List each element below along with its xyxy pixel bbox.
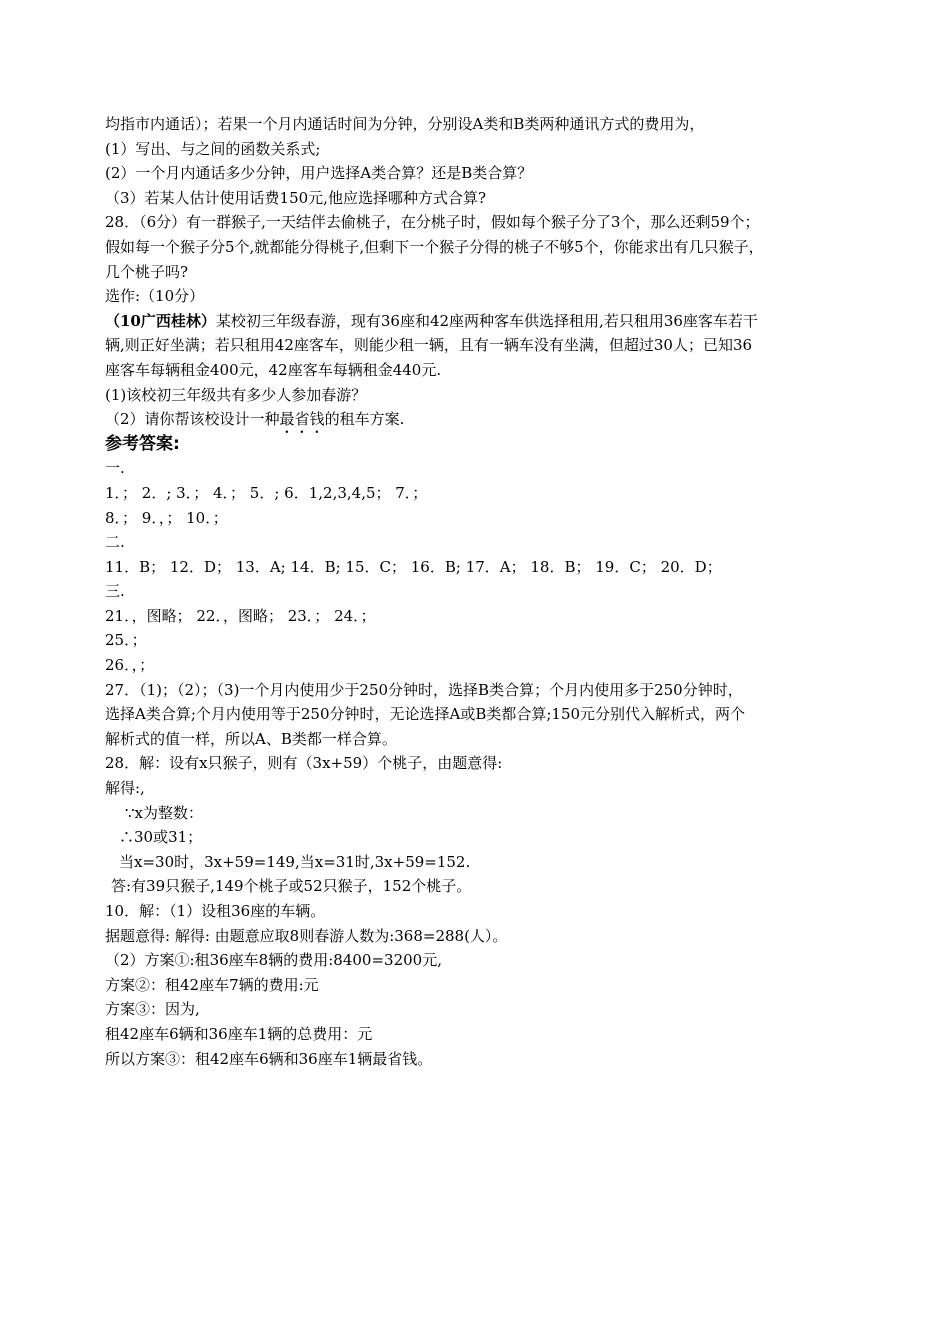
elective-line3: 座客车每辆租金400元，42座客车每辆租金440元. [105,360,442,379]
elective-question2 [105,407,865,432]
answers-section1: 一. [105,459,125,478]
answers-line5: 25．； [105,631,147,650]
answer27-line2: 选择A类合算;个月内使用等于250分钟时，无论选择A或B类都合算;150元分别代入解析式，两个 [105,705,746,724]
elective-question1: (1)该校初三年级共有多少人参加春游？ [105,385,367,404]
elective-line1-text: 某校初三年级春游，现有36座和42座两种客车供选择租用,若只租用36座客车若干 [215,311,758,330]
answer10-line3: （2）方案①:租36座车8辆的费用:8400=3200元, [105,951,442,970]
answer28-line1: 28．解：设有x只猴子，则有（3x+59）个桃子，由题意得: [105,754,503,773]
elective-question2-post: 的租车方案. [324,410,405,429]
elective-question2-pre: （2）请你帮该校设计一种 [105,410,280,429]
problem27-line1: 均指市内通话）；若果一个月内通话时间为分钟，分别设A类和B类两种通讯方式的费用为， [105,115,705,133]
answer28-line5: 当x=30时，3x+59=149,当x=31时,3x+59=152. [119,852,471,871]
problem27-question2: (2）一个月内通话多少分钟，用户选择A类合算？还是B类合算？ [105,164,533,183]
answers-section3: 三. [105,582,125,601]
elective-source: （10广西桂林） [105,311,216,330]
answers-line1: 1．； 2．; 3．； 4．； 5．; 6．1,2,3,4,5； 7．； [105,483,428,502]
answer28-line2: 解得:, [105,779,145,798]
answer10-line6: 租42座车6辆和36座车1辆的总费用：元 [105,1024,373,1043]
elective-title: 选作:（10分） [105,287,205,306]
answer28-line6: 答:有39只猴子,149个桃子或52只猴子，152个桃子。 [111,877,472,896]
answers-line2: 8．； 9．，； 10．； [105,508,228,527]
answers-section2: 二. [105,533,125,552]
elective-line2: 辆,则正好坐满；若只租用42座客车，则能少租一辆，且有一辆车没有坐满，但超过30人；已知36 [105,336,753,355]
problem28-line2: 假如每一个猴子分5个,就都能分得桃子,但剩下一个猴子分得的桃子不够5个，你能求出有几只猴子， [105,237,764,256]
problem28-line1: 28．（6分）有一群猴子,一天结伴去偷桃子，在分桃子时，假如每个猴子分了3个，那么还剩59个； [105,213,760,232]
answer27-line3: 解析式的值一样，所以A、B类都一样合算。 [105,729,397,748]
elective-line1 [105,309,865,334]
document-page [105,112,865,1071]
problem28-line3: 几个桃子吗? [105,262,189,281]
elective-question2-emphasis: 最省钱 [279,410,325,429]
problem27-question1: (1）写出、与之间的函数关系式; [105,139,321,158]
answer10-line5: 方案③：因为, [105,1000,200,1019]
answer28-line4: ∴30或31； [119,828,203,847]
answers-line4: 21．，图略； 22．，图略； 23．； 24．； [105,606,376,625]
answers-heading: 参考答案: [105,433,180,454]
answers-line3: 11．B； 12．D； 13．A; 14．B; 15．C； 16．B; 17．A； 18．B； 19．C； 20．D； [105,557,722,576]
answer10-line1: 10．解：（1）设租36座的车辆。 [105,902,326,920]
answer28-line3: ∵x为整数： [125,803,204,822]
answer10-line7: 所以方案③：租42座车6辆和36座车1辆最省钱。 [105,1049,433,1068]
answer10-line2: 据题意得: 解得: 由题意应取8则春游人数为:368=288(人）。 [105,926,508,945]
answer10-line4: 方案②：租42座车7辆的费用:元 [105,975,319,994]
problem27-question3: （3）若某人估计使用话费150元,他应选择哪种方式合算? [105,188,486,207]
answer27-line1: 27．（1)；（2）；（3)一个月内使用少于250分钟时，选择B类合算；个月内使用多于250分钟时， [105,680,743,699]
answers-line6: 26．，； [105,656,155,675]
